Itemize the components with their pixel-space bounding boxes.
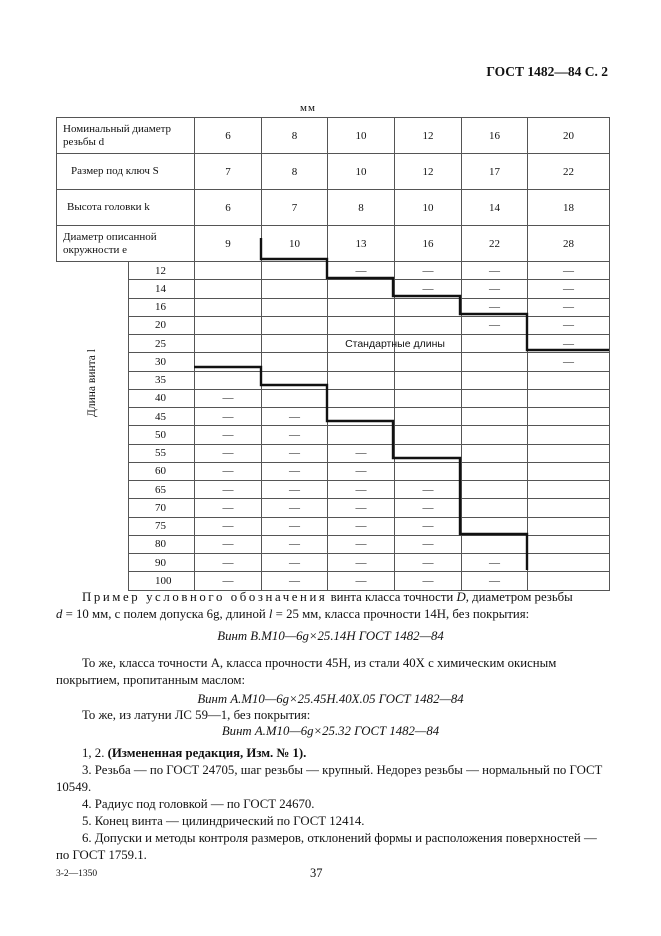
dimension-value: 22: [528, 154, 610, 190]
paragraph-2: То же, класса точности А, класса прочности 45Н, из стали 40Х с химическим окисным покрытием, пропитанным маслом:: [56, 656, 557, 687]
length-value: 75: [129, 517, 195, 535]
length-cell: —: [395, 554, 462, 572]
length-cell: —: [462, 316, 528, 334]
length-cell: [195, 262, 262, 280]
example-heading: Пример условного обозначения: [82, 590, 328, 604]
dimension-value: 12: [395, 118, 462, 154]
length-cell: —: [395, 262, 462, 280]
length-cell: [328, 316, 395, 334]
length-row: [57, 408, 610, 426]
length-cell: [195, 298, 262, 316]
length-cell: [328, 408, 395, 426]
length-value: 35: [129, 371, 195, 389]
length-cell: [395, 462, 462, 480]
length-cell: [528, 444, 610, 462]
dimensions-table: [56, 117, 610, 591]
dimension-row: [57, 118, 610, 154]
dimension-value: 10: [328, 154, 395, 190]
designation-formula-2: Винт А.М10—6g×25.45Н.40Х.05 ГОСТ 1482—84: [197, 692, 464, 706]
length-value: 12: [129, 262, 195, 280]
dimension-value: 16: [395, 226, 462, 262]
length-cell: [462, 517, 528, 535]
length-row: [57, 462, 610, 480]
note-item: 3. Резьба — по ГОСТ 24705, шаг резьбы — крупный. Недорез резьбы — нормальный по ГОСТ 10549.: [56, 763, 603, 794]
length-cell: [262, 389, 328, 407]
length-cell: —: [195, 535, 262, 553]
length-cell: [528, 462, 610, 480]
dimension-value: 7: [262, 190, 328, 226]
dimension-value: 17: [462, 154, 528, 190]
length-cell: —: [195, 554, 262, 572]
example-paragraph: Пример условного обозначения винта класса точности D, диаметром резьбы d = 10 мм, с полем допуска 6g, длиной l = 25 мм, класса прочности 14Н, без покрытия:: [56, 590, 573, 621]
dimension-value: 22: [462, 226, 528, 262]
dimension-value: 10: [328, 118, 395, 154]
length-value: 60: [129, 462, 195, 480]
length-value: 45: [129, 408, 195, 426]
length-cell: —: [528, 280, 610, 298]
length-cell: —: [195, 499, 262, 517]
dimension-value: 20: [528, 118, 610, 154]
length-cell: —: [462, 572, 528, 590]
length-cell: —: [328, 444, 395, 462]
length-cell: [328, 298, 395, 316]
length-cell: —: [528, 262, 610, 280]
dimension-value: 28: [528, 226, 610, 262]
length-cell: [395, 444, 462, 462]
length-row: [57, 535, 610, 553]
note-item: 6. Допуски и методы контроля размеров, отклонений формы и расположения поверхностей — по ГОСТ 1759.1.: [56, 831, 597, 862]
length-cell: —: [328, 462, 395, 480]
length-cell: —: [195, 462, 262, 480]
length-cell: [462, 335, 528, 353]
length-row: [57, 280, 610, 298]
dimension-value: 6: [195, 190, 262, 226]
length-row: [57, 572, 610, 590]
length-cell: [262, 298, 328, 316]
length-cell: [528, 535, 610, 553]
length-cell: —: [528, 335, 610, 353]
length-cell: —: [395, 280, 462, 298]
length-cell: —: [328, 262, 395, 280]
note-item: 4. Радиус под головкой — по ГОСТ 24670.: [82, 797, 315, 811]
dimension-label: Диаметр описанной окружности e: [57, 226, 195, 262]
dimension-value: 12: [395, 154, 462, 190]
note-item: 5. Конец винта — цилиндрический по ГОСТ 12414.: [82, 814, 365, 828]
length-cell: [262, 280, 328, 298]
length-cell: —: [262, 554, 328, 572]
length-cell: —: [195, 408, 262, 426]
length-cell: —: [528, 298, 610, 316]
length-value: 90: [129, 554, 195, 572]
length-cell: [462, 426, 528, 444]
length-row: [57, 353, 610, 371]
length-cell: —: [462, 554, 528, 572]
length-cell: [462, 389, 528, 407]
length-cell: —: [395, 535, 462, 553]
length-cell: [328, 426, 395, 444]
length-value: 14: [129, 280, 195, 298]
paragraph-3: То же, из латуни ЛС 59—1, без покрытия:: [82, 708, 311, 722]
page-number: 37: [310, 866, 323, 880]
length-row: [57, 554, 610, 572]
length-cell: [328, 389, 395, 407]
dimension-value: 7: [195, 154, 262, 190]
length-cell: [395, 389, 462, 407]
length-row: [57, 316, 610, 334]
length-value: 50: [129, 426, 195, 444]
length-value: 55: [129, 444, 195, 462]
dimension-label: Размер под ключ S: [57, 154, 195, 190]
length-cell: —: [528, 316, 610, 334]
designation-formula-3: Винт А.М10—6g×25.32 ГОСТ 1482—84: [221, 724, 440, 738]
length-cell: [195, 353, 262, 371]
standard-lengths-label: Стандартные длины: [345, 338, 445, 350]
length-cell: —: [262, 408, 328, 426]
length-cell: [395, 371, 462, 389]
length-cell: [462, 499, 528, 517]
length-cell: —: [262, 444, 328, 462]
length-value: 16: [129, 298, 195, 316]
dimension-value: 8: [262, 118, 328, 154]
length-row: [57, 481, 610, 499]
length-cell: —: [195, 389, 262, 407]
length-cell: —: [395, 499, 462, 517]
dimension-value: 8: [262, 154, 328, 190]
length-cell: [395, 408, 462, 426]
length-cell: [528, 517, 610, 535]
length-cell: [328, 280, 395, 298]
length-cell: [462, 371, 528, 389]
dimension-value: 14: [462, 190, 528, 226]
length-row: [57, 371, 610, 389]
length-cell: —: [262, 481, 328, 499]
length-cell: —: [262, 572, 328, 590]
length-cell: —: [462, 262, 528, 280]
dimension-row: [57, 190, 610, 226]
length-cell: [462, 353, 528, 371]
length-cell: [195, 280, 262, 298]
length-cell: —: [528, 353, 610, 371]
amendment-note: (Измененная редакция, Изм. № 1).: [107, 746, 307, 760]
length-cell: [528, 554, 610, 572]
length-cell: [195, 316, 262, 334]
length-cell: [395, 316, 462, 334]
length-row: [57, 335, 610, 353]
length-cell: [528, 481, 610, 499]
dimension-value: 9: [195, 226, 262, 262]
length-cell: —: [262, 426, 328, 444]
length-cell: [195, 335, 262, 353]
length-value: 100: [129, 572, 195, 590]
length-row: [57, 444, 610, 462]
length-cell: —: [262, 499, 328, 517]
length-cell: —: [328, 554, 395, 572]
length-cell: —: [262, 535, 328, 553]
length-cell: [462, 535, 528, 553]
length-cell: —: [195, 572, 262, 590]
length-cell: —: [395, 517, 462, 535]
length-cell: [262, 316, 328, 334]
length-cell: [528, 426, 610, 444]
dimension-value: 10: [262, 226, 328, 262]
length-value: 25: [129, 335, 195, 353]
length-cell: —: [395, 481, 462, 499]
length-cell: [262, 262, 328, 280]
length-cell: —: [328, 572, 395, 590]
length-cell: [462, 481, 528, 499]
dimension-value: 6: [195, 118, 262, 154]
length-cell: [195, 371, 262, 389]
document-header: ГОСТ 1482—84 С. 2: [486, 64, 608, 79]
dimension-value: 18: [528, 190, 610, 226]
dimension-label: Номинальный диаметр резьбы d: [57, 118, 195, 154]
print-code: 3-2—1350: [56, 869, 98, 879]
length-cell: [328, 371, 395, 389]
length-cell: [262, 335, 328, 353]
length-value: 40: [129, 389, 195, 407]
length-cell: [528, 408, 610, 426]
length-cell: [528, 499, 610, 517]
length-cell: [462, 462, 528, 480]
length-cell: [328, 353, 395, 371]
length-cell: —: [195, 517, 262, 535]
length-cell: [262, 371, 328, 389]
notes-list: 1, 2. (Измененная редакция, Изм. № 1). 3. Резьба — по ГОСТ 24705, шаг резьбы — крупный. Недорез резьбы — нормальный по ГОСТ 10549. 4. Радиус под головкой — по ГОСТ 24670. 5. Конец винта — цилиндрический по ГОСТ 12414. 6. Допуски и методы контроля размеров, отклонений формы и расположения поверхностей — по ГОСТ 1759.1.: [56, 745, 608, 864]
length-cell: —: [262, 462, 328, 480]
length-cell: [528, 572, 610, 590]
dimension-value: 8: [328, 190, 395, 226]
unit-label: мм: [300, 102, 316, 114]
length-row: [57, 389, 610, 407]
length-cell: —: [462, 298, 528, 316]
length-cell: —: [328, 481, 395, 499]
dimension-row: [57, 154, 610, 190]
dimension-value: 16: [462, 118, 528, 154]
length-cell: [528, 389, 610, 407]
length-axis-cell: [57, 262, 129, 591]
length-axis-label: Длина винта l: [86, 349, 98, 417]
length-value: 80: [129, 535, 195, 553]
length-cell: [462, 408, 528, 426]
length-cell: [395, 353, 462, 371]
length-cell: —: [195, 444, 262, 462]
length-row: [57, 262, 610, 280]
length-value: 20: [129, 316, 195, 334]
length-row: [57, 517, 610, 535]
length-cell: —: [328, 535, 395, 553]
length-cell: —: [462, 280, 528, 298]
dimension-row: [57, 226, 610, 262]
dimension-value: 10: [395, 190, 462, 226]
length-cell: —: [195, 426, 262, 444]
length-cell: [395, 298, 462, 316]
length-cell: —: [328, 517, 395, 535]
length-cell: —: [195, 481, 262, 499]
length-cell: [395, 426, 462, 444]
length-cell: [262, 353, 328, 371]
length-cell: [528, 371, 610, 389]
designation-formula-1: Винт В.М10—6g×25.14Н ГОСТ 1482—84: [217, 629, 444, 643]
length-cell: —: [328, 499, 395, 517]
length-row: [57, 499, 610, 517]
length-value: 65: [129, 481, 195, 499]
length-value: 30: [129, 353, 195, 371]
length-cell: [462, 444, 528, 462]
length-row: [57, 298, 610, 316]
length-row: [57, 426, 610, 444]
dimension-value: 13: [328, 226, 395, 262]
length-cell: —: [395, 572, 462, 590]
dimension-label: Высота головки k: [57, 190, 195, 226]
length-cell: —: [262, 517, 328, 535]
length-value: 70: [129, 499, 195, 517]
